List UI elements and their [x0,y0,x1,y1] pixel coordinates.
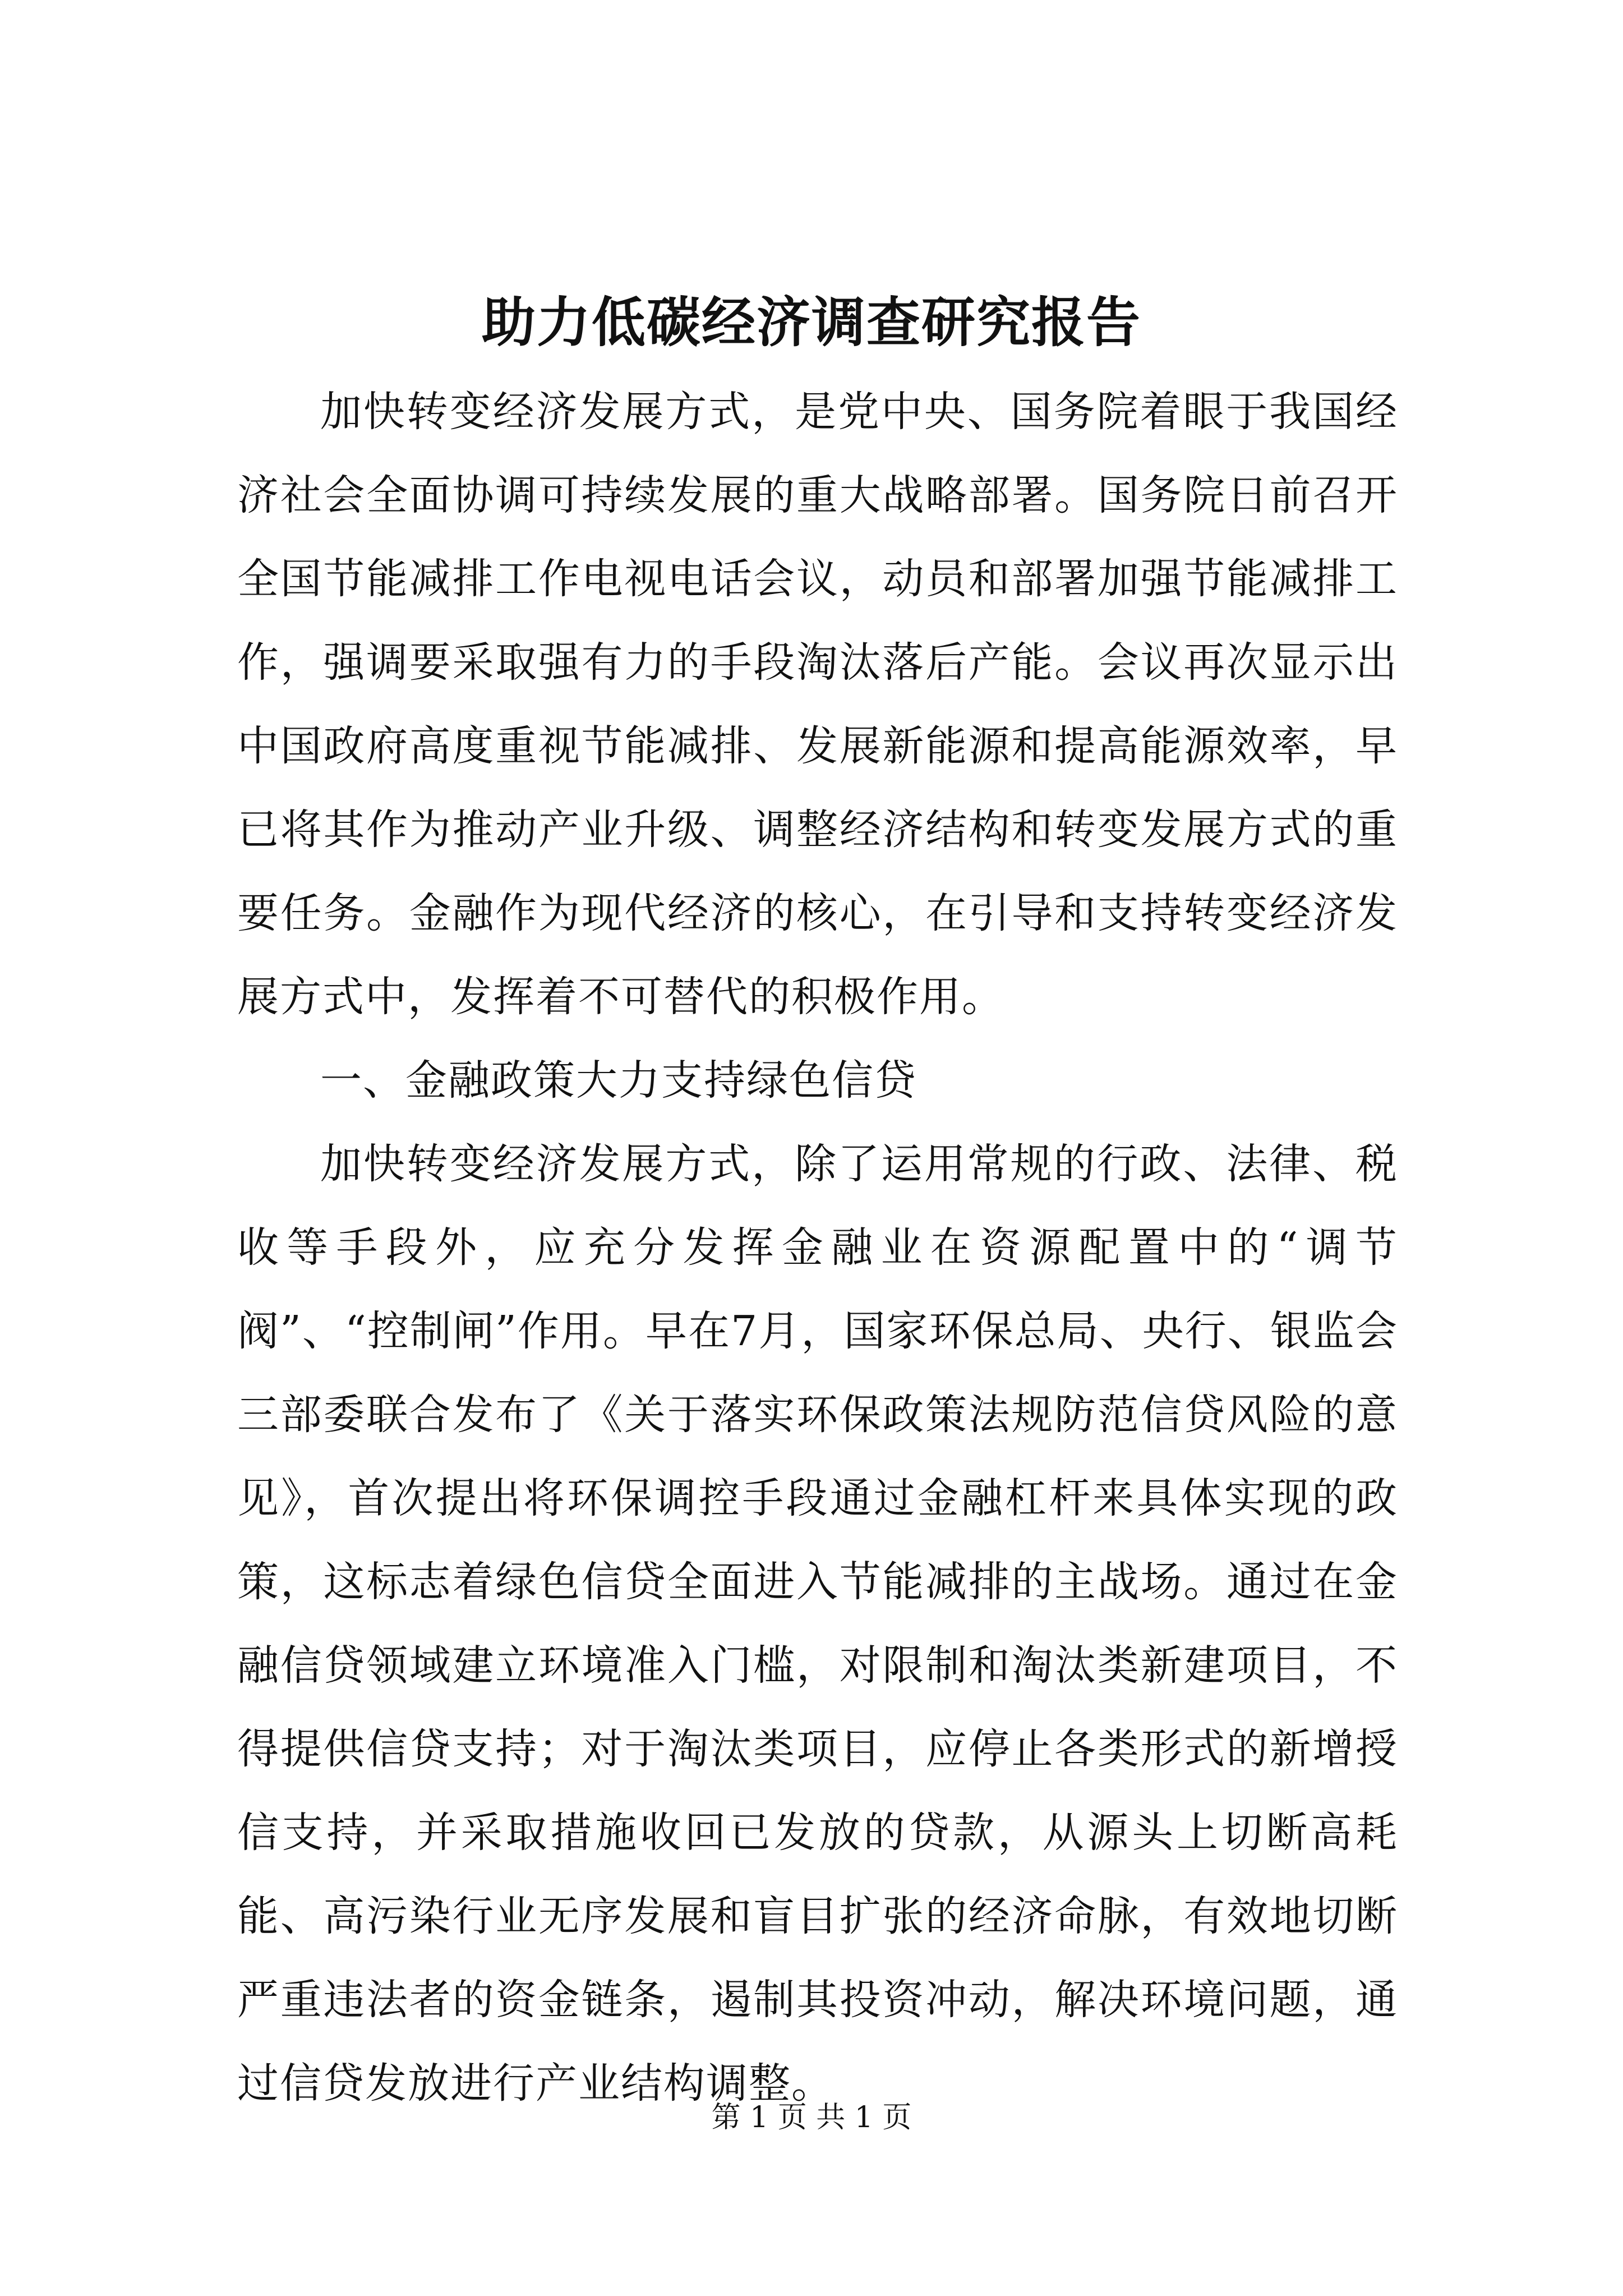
document-title: 助力低碳经济调查研究报告 [482,291,1141,354]
paragraph-intro: 加快转变经济发展方式，是党中央、国务院着眼于我国经济社会全面协调可持续发展的重大战略部署。国务院日前召开全国节能减排工作电视电话会议，动员和部署加强节能减排工作，强调要采取强有力的手段淘汰落后产能。会议再次显示出中国政府高度重视节能减排、发展新能源和提高能源效率，早已将其作为推动产业升级、调整经济结构和转变发展方式的重要任务。金融作为现代经济的核心，在引导和支持转变经济发展方式中，发挥着不可替代的积极作用。 [237,388,1398,1021]
section-heading-1: 一、金融政策大力支持绿色信贷 [320,1056,917,1105]
page-footer: 第 1 页 共 1 页 [711,2101,912,2134]
document-body [237,370,1398,2125]
paragraph-section-1: 加快转变经济发展方式，除了运用常规的行政、法律、税收等手段外，应充分发挥金融业在资源配置中的“调节阀”、“控制闸”作用。早在7月，国家环保总局、央行、银监会三部委联合发布了《关于落实环保政策法规防范信贷风险的意见》，首次提出将环保调控手段通过金融杠杆来具体实现的政策，这标志着绿色信贷全面进入节能减排的主战场。通过在金融信贷领域建立环境准入门槛，对限制和淘汰类新建项目，不得提供信贷支持；对于淘汰类项目，应停止各类形式的新增授信支持，并采取措施收回已发放的贷款，从源头上切断高耗能、高污染行业无序发展和盲目扩张的经济命脉，有效地切断严重违法者的资金链条，遏制其投资冲动，解决环境问题，通过信贷发放进行产业结构调整。 [237,1140,1398,2108]
